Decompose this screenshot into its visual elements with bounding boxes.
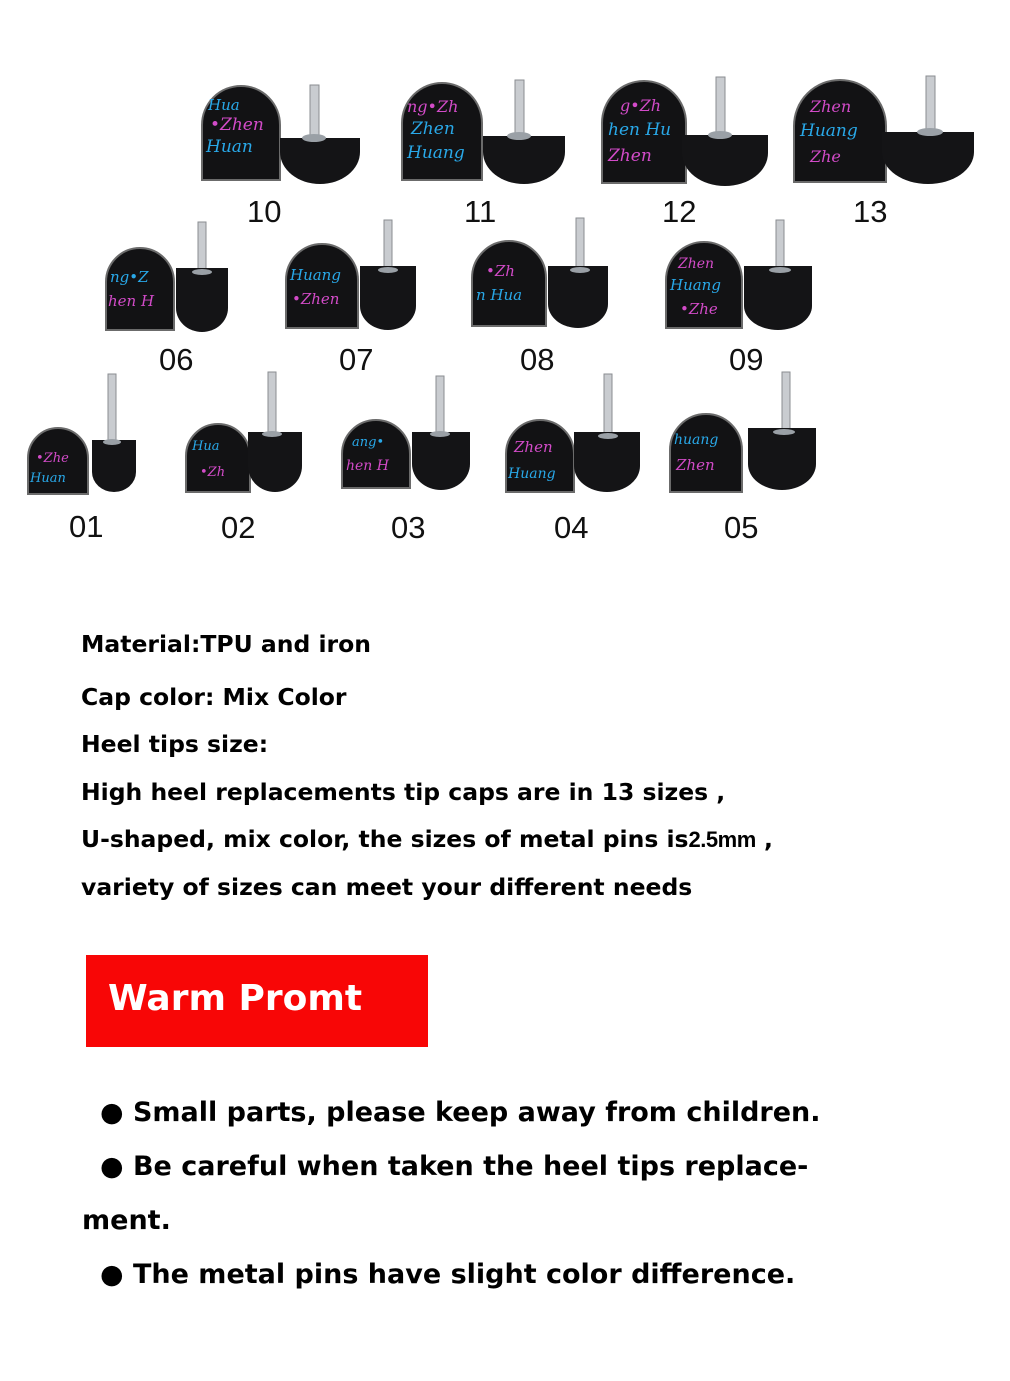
svg-text:huang: huang xyxy=(674,432,719,448)
material-spec: Material:TPU and iron xyxy=(81,630,371,658)
svg-text:•Zhen: •Zhen xyxy=(210,115,264,135)
heel-tip-size-07 xyxy=(284,218,434,383)
svg-text:Zhe: Zhe xyxy=(810,147,841,166)
heel-tip-size-06 xyxy=(104,222,254,382)
heel-tip-size-11 xyxy=(397,78,577,228)
pin-size-value: 2.5mm xyxy=(688,827,756,852)
warm-promt-banner xyxy=(86,955,428,1047)
size-label: 12 xyxy=(662,194,697,229)
heel-size-title: Heel tips size: xyxy=(81,730,269,758)
size-label: 01 xyxy=(69,509,104,544)
svg-text:ang•: ang• xyxy=(352,435,385,450)
size-label: 11 xyxy=(464,194,497,229)
heel-tip-size-02 xyxy=(184,372,334,547)
heel-tip-size-09 xyxy=(664,218,824,383)
warm-promt-title: Warm Promt xyxy=(108,978,363,1019)
svg-text:Hua: Hua xyxy=(208,96,240,114)
size-label: 09 xyxy=(729,342,764,377)
svg-text:Zhen: Zhen xyxy=(810,97,852,116)
svg-text:Huang: Huang xyxy=(407,143,465,163)
size-label: 07 xyxy=(339,342,374,377)
size-label: 03 xyxy=(391,510,426,545)
svg-text:•Zhen: •Zhen xyxy=(292,290,340,308)
size-label: 10 xyxy=(247,194,282,229)
svg-text:Zhen: Zhen xyxy=(608,146,652,166)
svg-text:Hua: Hua xyxy=(192,439,220,454)
size-description-line-1: High heel replacements tip caps are in 13 sizes , xyxy=(81,778,726,806)
svg-text:Zhen: Zhen xyxy=(514,438,553,456)
svg-text:hen Hu: hen Hu xyxy=(608,120,672,140)
heel-tip-size-08 xyxy=(470,216,620,381)
heel-tip-image xyxy=(397,78,577,183)
heel-tip-image xyxy=(600,75,780,185)
heel-tip-size-01 xyxy=(26,374,156,544)
svg-text:•Zhe: •Zhe xyxy=(680,300,718,318)
size-description-line-2 xyxy=(81,827,773,852)
cap-color-spec: Cap color: Mix Color xyxy=(81,683,347,711)
size-description-line-3: variety of sizes can meet your different needs xyxy=(81,873,693,901)
svg-text:Zhen: Zhen xyxy=(676,456,715,474)
heel-tip-image xyxy=(194,80,364,185)
size-label: 02 xyxy=(221,510,256,545)
size-label: 04 xyxy=(554,510,589,545)
note-small-parts: ● Small parts, please keep away from children. xyxy=(100,1097,821,1128)
heel-tip-image xyxy=(104,222,254,332)
svg-text:g•Zh: g•Zh xyxy=(620,96,662,115)
heel-tip-size-10 xyxy=(194,80,364,230)
note-careful-line-2: ment. xyxy=(82,1205,171,1236)
svg-text:Zhen: Zhen xyxy=(678,256,715,272)
heel-tip-size-12 xyxy=(600,75,780,230)
size-label: 05 xyxy=(724,510,759,545)
heel-tip-image xyxy=(792,72,992,184)
svg-text:Huan: Huan xyxy=(30,471,66,486)
heel-tip-size-04 xyxy=(504,372,654,547)
svg-text:Huang: Huang xyxy=(800,121,858,141)
heel-tip-image xyxy=(470,216,620,328)
heel-tip-image xyxy=(184,372,334,494)
svg-text:Huan: Huan xyxy=(206,137,253,157)
heel-tip-image xyxy=(26,374,156,496)
heel-tip-image xyxy=(504,372,654,494)
size-label: 08 xyxy=(520,342,555,377)
size-label: 13 xyxy=(853,194,888,229)
svg-text:hen H: hen H xyxy=(346,458,389,474)
note-careful-line-1: ● Be careful when taken the heel tips replace- xyxy=(100,1151,809,1182)
svg-text:n Hua: n Hua xyxy=(476,286,523,304)
pin-size-prefix: U-shaped, mix color, the sizes of metal pins is xyxy=(81,825,689,853)
heel-tip-size-05 xyxy=(668,370,828,545)
heel-tip-image xyxy=(664,218,824,330)
heel-tip-size-03 xyxy=(340,372,490,547)
svg-text:•Zh: •Zh xyxy=(486,262,515,280)
heel-tip-image xyxy=(340,372,490,490)
svg-text:ng•Z: ng•Z xyxy=(110,268,149,286)
svg-text:Huang: Huang xyxy=(508,466,556,482)
heel-tip-size-13 xyxy=(792,72,992,232)
svg-text:Huang: Huang xyxy=(670,276,721,294)
pin-size-suffix: , xyxy=(755,825,773,853)
note-pin-color: ● The metal pins have slight color difference. xyxy=(100,1259,796,1290)
svg-text:Huang: Huang xyxy=(290,266,341,284)
product-gallery xyxy=(0,0,1010,570)
svg-text:•Zh: •Zh xyxy=(200,465,226,480)
heel-tip-image xyxy=(668,370,828,494)
svg-text:•Zhe: •Zhe xyxy=(36,451,69,466)
size-label: 06 xyxy=(159,342,194,377)
heel-tip-image xyxy=(284,218,434,330)
svg-text:hen H: hen H xyxy=(108,292,155,310)
svg-text:Zhen: Zhen xyxy=(411,119,455,139)
svg-text:ng•Zh: ng•Zh xyxy=(407,97,459,116)
